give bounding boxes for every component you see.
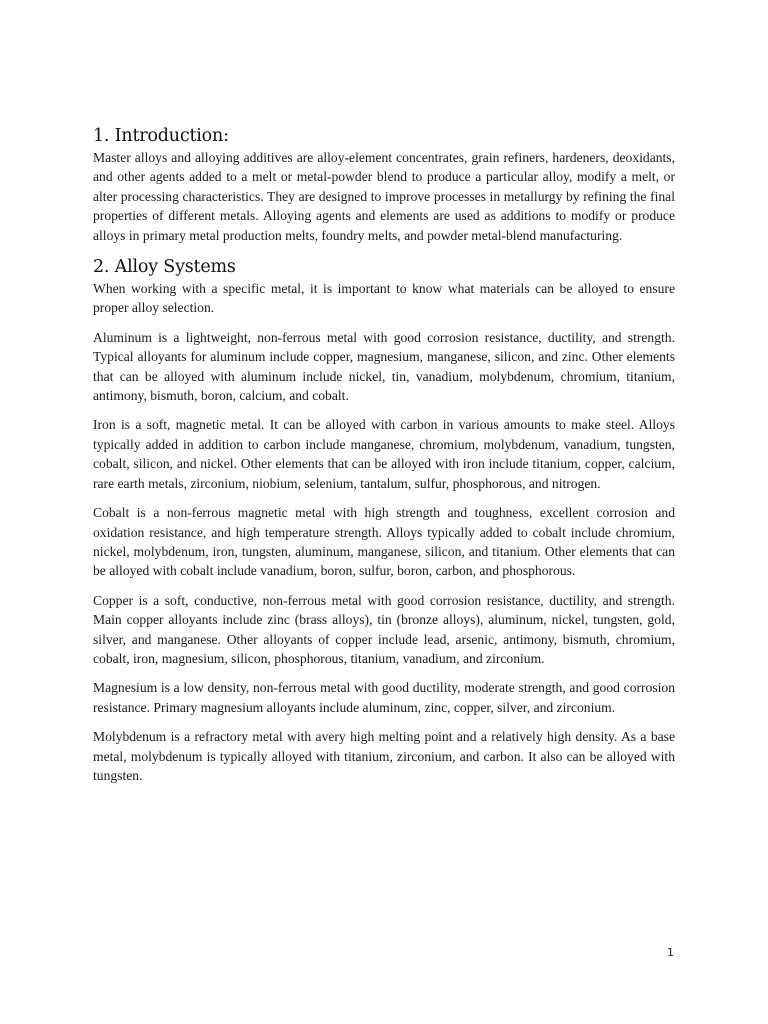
paragraph-iron: Iron is a soft, magnetic metal. It can be alloyed with carbon in various amounts to make steel. Alloys typically added in addition to carbon include manganese, chromium, molybdenum, vanadium, tungsten, cobalt, silicon, and nickel. Other elements that can be alloyed with iron include titanium, copper, calcium, rare earth metals, zirconium, niobium, selenium, tantalum, sulfur, phosphorous, and nitrogen.: [93, 417, 675, 491]
paragraph-cobalt: Cobalt is a non-ferrous magnetic metal with high strength and toughness, excellent corrosion and oxidation resistance, and high temperature strength. Alloys typically added to cobalt include chromium, nickel, molybdenum, iron, tungsten, aluminum, manganese, silicon, and titanium. Other elements that can be alloyed with cobalt include vanadium, boron, sulfur, boron, carbon, and phosphorous.: [93, 505, 675, 579]
paragraph-molybdenum: Molybdenum is a refractory metal with avery high melting point and a relatively high density. As a base metal, molybdenum is typically alloyed with titanium, zirconium, and carbon. It also can be alloyed with tungsten.: [93, 729, 675, 783]
paragraph-magnesium: Magnesium is a low density, non-ferrous metal with good ductility, moderate strength, and good corrosion resistance. Primary magnesium alloyants include aluminum, zinc, copper, silver, and zirconium.: [93, 680, 675, 715]
paragraph-introduction: Master alloys and alloying additives are alloy-element concentrates, grain refiners, hardeners, deoxidants, and other agents added to a melt or metal-powder blend to produce a particular alloy, modify a melt, or alter processing characteristics. They are designed to improve processes in metallurgy by refining the final properties of different metals. Alloying agents and elements are used as additions to modify or produce alloys in primary metal production melts, foundry melts, and powder metal-blend manufacturing.: [93, 150, 675, 243]
paragraph-copper: Copper is a soft, conductive, non-ferrous metal with good corrosion resistance, ductility, and strength. Main copper alloyants include zinc (brass alloys), tin (bronze alloys), aluminum, nickel, tungsten, gold, silver, and manganese. Other alloyants of copper include lead, arsenic, antimony, bismuth, chromium, cobalt, iron, magnesium, silicon, phosphorous, titanium, vanadium, and zirconium.: [93, 592, 675, 666]
section-heading-introduction: 1. Introduction:: [93, 126, 229, 146]
page-number: 1: [667, 946, 674, 959]
section-heading-alloy-systems: 2. Alloy Systems: [93, 257, 236, 278]
paragraph-aluminum: Aluminum is a lightweight, non-ferrous metal with good corrosion resistance, ductility, and strength. Typical alloyants for aluminum include copper, magnesium, manganese, silicon, and zinc. Other elements that can be alloyed with aluminum include nickel, tin, vanadium, molybdenum, chromium, titanium, antimony, bismuth, boron, calcium, and cobalt.: [93, 329, 675, 404]
paragraph-alloy-selection: When working with a specific metal, it is important to know what materials can be alloyed to ensure proper alloy selection.: [93, 281, 675, 316]
page-content: [93, 124, 675, 795]
